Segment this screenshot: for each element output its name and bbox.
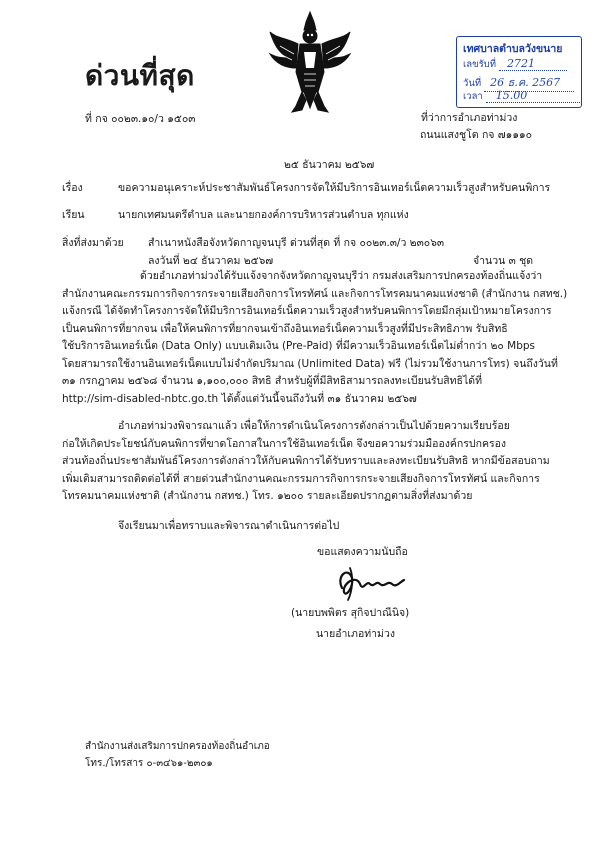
paragraph-line: http://sim-disabled-nbtc.go.th ได้ตั้งแต่วันนี้จนถึงวันที่ ๓๑ ธันวาคม ๒๕๖๗ — [62, 392, 417, 405]
stamp-date-label: วันที่ — [463, 78, 482, 89]
paragraph-line: ๓๑ กรกฎาคม ๒๕๖๘ จำนวน ๑,๑๐๐,๐๐๐ สิทธิ สำหรับผู้ที่มีสิทธิสามารถลงทะเบียนรับสิทธิได้ที่ — [62, 375, 482, 387]
sender-address: ถนนแสงชูโต กจ ๗๑๑๑๐ — [420, 129, 533, 141]
garuda-emblem-icon — [266, 8, 354, 118]
stamp-date: 26 ธ.ค. 2567 — [484, 73, 574, 92]
signer-title: นายอำเภอท่าม่วง — [316, 628, 396, 640]
enclosure-label: สิ่งที่ส่งมาด้วย — [62, 237, 124, 249]
enclosure-count: จำนวน ๓ ชุด — [473, 255, 534, 267]
footer-phone: โทร./โทรสาร ๐-๓๔๖๑-๒๓๐๑ — [85, 758, 213, 769]
footer-office: สำนักงานส่งเสริมการปกครองท้องถิ่นอำเภอ — [85, 741, 270, 752]
stamp-recv-row — [463, 57, 567, 72]
enclosure-line-1: สำเนาหนังสือจังหวัดกาญจนบุรี ด่วนที่สุด ที่ กจ ๐๐๒๓.๓/ว ๒๓๐๖๓ — [148, 237, 445, 249]
signer-name: (นายบพพิตร สุกิจปาณีนิจ) — [291, 607, 410, 619]
recipient-label: เรียน — [62, 209, 85, 221]
paragraph-line: ด้วยอำเภอท่าม่วงได้รับแจ้งจากจังหวัดกาญจนบุรีว่า กรมส่งเสริมการปกครองท้องถิ่นแจ้งว่า — [140, 270, 543, 282]
paragraph-line: เพิ่มเติมสามารถติดต่อได้ที่ สายด่วนสำนักงานคณะกรรมการกิจการกระจายเสียงกิจการโทรทัศน์ และกิจการ — [62, 472, 540, 485]
stamp-time-row — [463, 89, 580, 104]
paragraph-line: เป็นคนพิการที่ยากจน เพื่อให้คนพิการที่ยากจนเข้าถึงอินเทอร์เน็ตความเร็วสูงที่มีประสิทธิภาพ รับสิทธิ — [62, 322, 508, 335]
enclosure-line-2: ลงวันที่ ๒๔ ธันวาคม ๒๕๖๗ — [148, 255, 274, 267]
subject-text: ขอความอนุเคราะห์ประชาสัมพันธ์โครงการจัดให้มีบริการอินเทอร์เน็ตความเร็วสูงสำหรับคนพิการ — [118, 182, 551, 194]
body-paragraph-2 — [62, 418, 550, 506]
closing-request: จึงเรียนมาเพื่อทราบและพิจารณาดำเนินการต่อไป — [118, 520, 340, 532]
urgency-heading: ด่วนที่สุด — [85, 59, 195, 92]
document-number: ที่ กจ ๐๐๒๓.๑๐/ว ๑๕๐๓ — [85, 113, 196, 125]
receipt-stamp — [456, 36, 582, 108]
stamp-recv-label: เลขรับที่ — [463, 59, 496, 70]
subject-label: เรื่อง — [62, 182, 83, 194]
signature-icon — [330, 558, 420, 608]
stamp-org: เทศบาลตำบลวังขนาย — [463, 43, 563, 55]
stamp-recv-no: 2721 — [499, 57, 567, 71]
paragraph-line: สำนักงานคณะกรรมการกิจการกระจายเสียงกิจการโทรทัศน์ และกิจการโทรคมนาคมแห่งชาติ (สำนักงาน กสทช.) — [62, 287, 568, 300]
paragraph-line: โทรคมนาคมแห่งชาติ (สำนักงาน กสทช.) โทร. ๑๒๐๐ รายละเอียดปรากฏตามสิ่งที่ส่งมาด้วย — [62, 490, 473, 502]
stamp-time: 15.00 — [486, 89, 580, 103]
paragraph-line: อำเภอท่าม่วงพิจารณาแล้ว เพื่อให้การดำเนินโครงการดังกล่าวเป็นไปด้วยความเรียบร้อย — [118, 420, 510, 432]
closing-phrase: ขอแสดงความนับถือ — [317, 546, 408, 558]
stamp-time-label: เวลา — [463, 91, 483, 102]
document-date: ๒๕ ธันวาคม ๒๕๖๗ — [284, 159, 375, 171]
sender-office: ที่ว่าการอำเภอท่าม่วง — [421, 112, 518, 124]
paragraph-line: ส่วนท้องถิ่นประชาสัมพันธ์โครงการดังกล่าวให้กับคนพิการได้รับทราบและลงทะเบียนรับสิทธิ หากมีข้อสอบถาม — [62, 455, 550, 467]
body-paragraph-1 — [62, 268, 568, 408]
paragraph-line: แจ้งกรณี ได้จัดทำโครงการจัดให้มีบริการอินเทอร์เน็ตความเร็วสูงสำหรับคนพิการโดยมีกลุ่มเป้าหมายโครงการ — [62, 305, 552, 317]
paragraph-line: ก่อให้เกิดประโยชน์กับคนพิการที่ขาดโอกาสในการใช้อินเทอร์เน็ต จึงขอความร่วมมือองค์กรปกครอง — [62, 437, 507, 450]
paragraph-line: โดยสามารถใช้งานอินเทอร์เน็ตแบบไม่จำกัดปริมาณ (Unlimited Data) ฟรี (ไม่รวมใช้งานการโทร) จนถึงวันที่ — [62, 357, 558, 370]
paragraph-line: ใช้บริการอินเทอร์เน็ต (Data Only) แบบเติมเงิน (Pre-Paid) ที่มีความเร็วอินเทอร์เน็ตไม่ต่ำกว่า ๒๐ Mbps — [62, 340, 536, 352]
recipient-text: นายกเทศมนตรีตำบล และนายกองค์การบริหารส่วนตำบล ทุกแห่ง — [118, 209, 409, 221]
